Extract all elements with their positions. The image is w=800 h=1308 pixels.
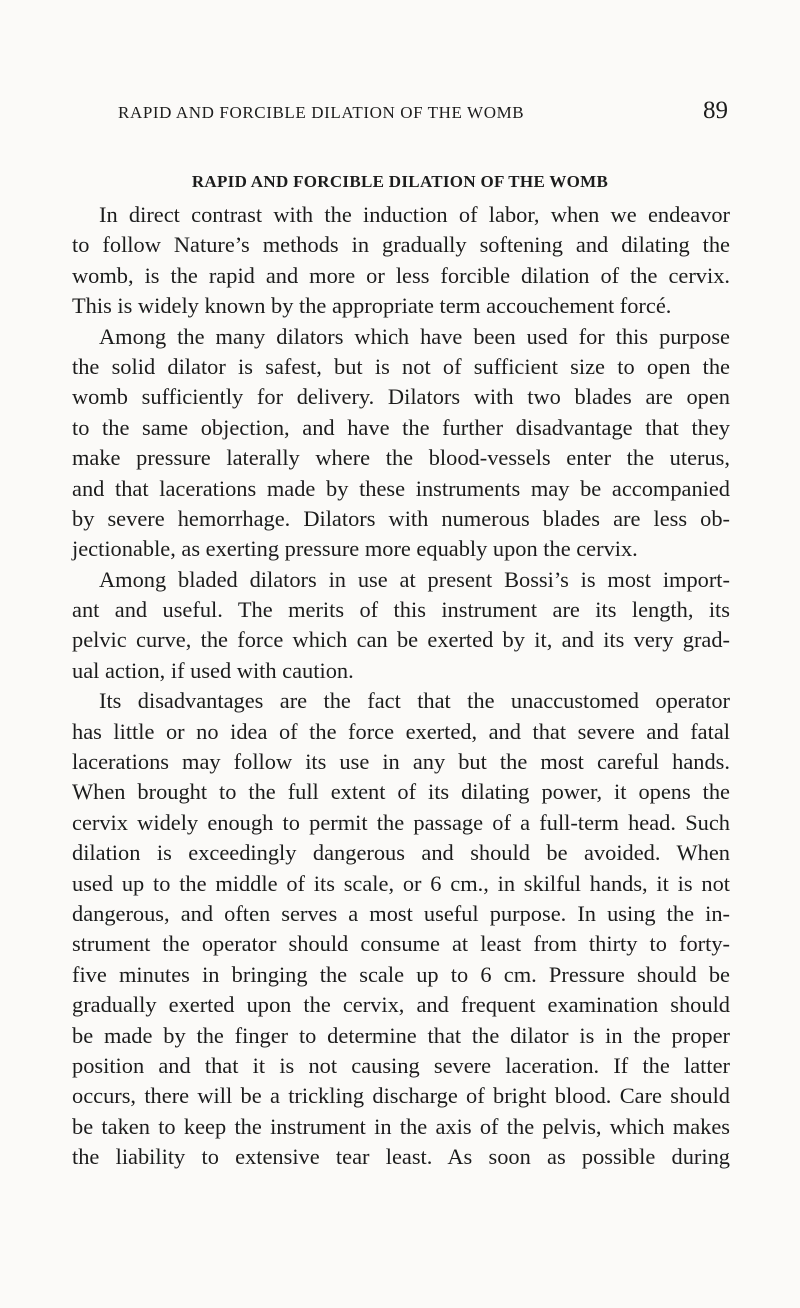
text-line: cervix widely enough to permit the passage of a full-term head. Such bbox=[72, 809, 730, 835]
text-line: dilation is exceedingly dangerous and should be avoided. When bbox=[72, 840, 730, 866]
text-line: In direct contrast with the induction of labor, when we endeavor bbox=[99, 202, 730, 227]
text-line: make pressure laterally where the blood-vessels enter the uterus, bbox=[72, 445, 730, 471]
text-line: lacerations may follow its use in any but the most careful hands. bbox=[72, 749, 730, 775]
text-line: ant and useful. The merits of this instrument are its length, its bbox=[72, 597, 730, 623]
text-line: womb sufficiently for delivery. Dilators with two blades are open bbox=[72, 384, 730, 410]
text-line: dangerous, and often serves a most useful purpose. In using the in- bbox=[72, 900, 730, 926]
text-line: be made by the finger to determine that the dilator is in the proper bbox=[72, 1022, 730, 1048]
text-line: strument the operator should consume at least from thirty to forty- bbox=[72, 931, 730, 957]
text-line: Among bladed dilators in use at present Bossi’s is most import- bbox=[99, 566, 730, 592]
text-line: used up to the middle of its scale, or 6 cm., in skilful hands, it is not bbox=[72, 870, 730, 896]
text-line: and that lacerations made by these instruments may be accompanied bbox=[72, 475, 730, 501]
text-line: has little or no idea of the force exerted, and that severe and fatal bbox=[72, 718, 730, 744]
text-line: to follow Nature’s methods in gradually softening and dilating the bbox=[72, 232, 730, 258]
page-number: 89 bbox=[703, 97, 728, 124]
text-line: When brought to the full extent of its dilating power, it opens the bbox=[72, 779, 730, 805]
text-line: gradually exerted upon the cervix, and frequent examination should bbox=[72, 992, 730, 1018]
text-line: jectionable, as exerting pressure more equably upon the cervix. bbox=[72, 536, 638, 562]
text-line: Its disadvantages are the fact that the unaccustomed operator bbox=[99, 688, 730, 714]
body-text bbox=[72, 200, 730, 1173]
text-line: Among the many dilators which have been used for this purpose bbox=[99, 323, 730, 349]
text-line: This is widely known by the appropriate term accouchement forcé. bbox=[72, 293, 672, 319]
text-line: occurs, there will be a trickling discharge of bright blood. Care should bbox=[72, 1083, 730, 1109]
text-line: to the same objection, and have the further disadvantage that they bbox=[72, 414, 730, 440]
text-line: pelvic curve, the force which can be exerted by it, and its very grad- bbox=[72, 627, 730, 653]
text-line: womb, is the rapid and more or less forcible dilation of the cervix. bbox=[72, 262, 730, 288]
text-line: position and that it is not causing severe laceration. If the latter bbox=[72, 1052, 730, 1078]
text-line: ual action, if used with caution. bbox=[72, 657, 354, 683]
chapter-title: RAPID AND FORCIBLE DILATION OF THE WOMB bbox=[191, 172, 609, 191]
text-line: the liability to extensive tear least. As soon as possible during bbox=[72, 1144, 730, 1170]
text-line: by severe hemorrhage. Dilators with numerous blades are less ob- bbox=[72, 505, 730, 531]
text-line: five minutes in bringing the scale up to 6 cm. Pressure should be bbox=[72, 961, 730, 987]
running-title: RAPID AND FORCIBLE DILATION OF THE WOMB bbox=[118, 103, 525, 122]
text-line: the solid dilator is safest, but is not of sufficient size to open the bbox=[72, 353, 730, 379]
text-line: be taken to keep the instrument in the axis of the pelvis, which makes bbox=[72, 1113, 730, 1139]
